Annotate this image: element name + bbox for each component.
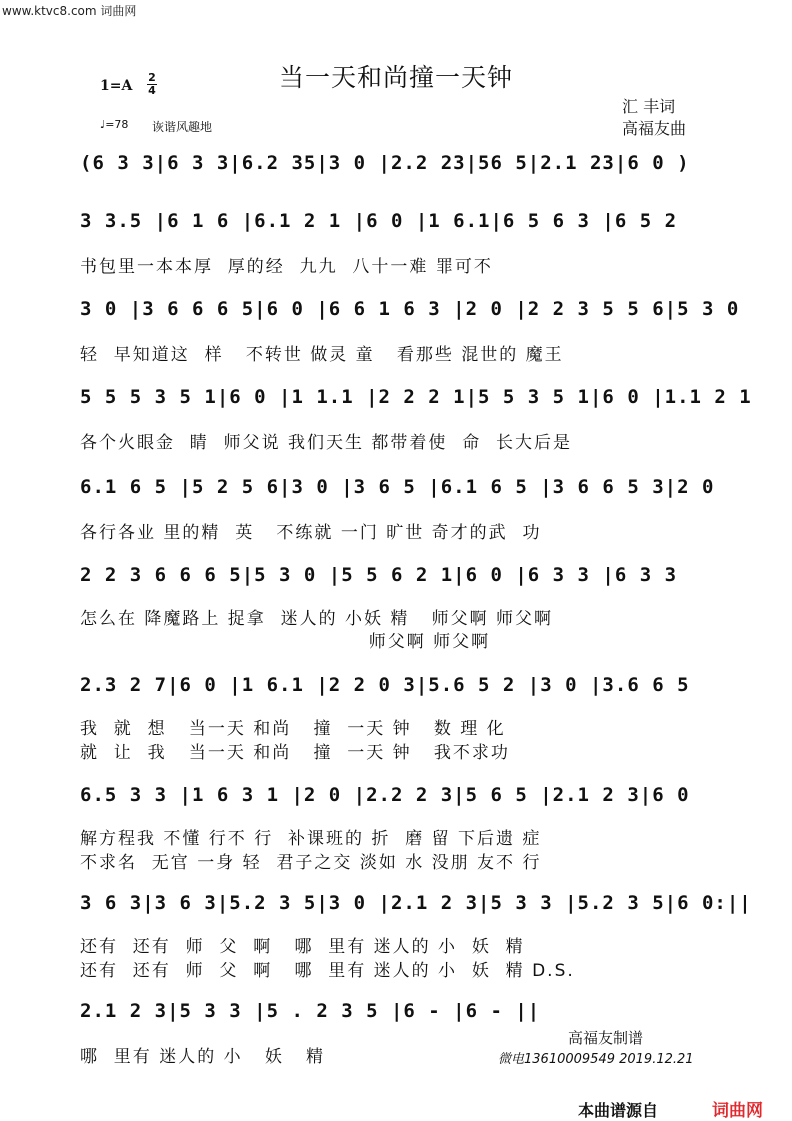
lyric-line: 师父啊 师父啊 xyxy=(80,632,491,652)
lyric-line: 还有 还有 师 父 啊 哪 里有 迷人的 小 妖 精 xyxy=(80,937,525,957)
tempo-mark: ♩=78 xyxy=(100,118,129,131)
notation-line: 3 0 |3 6 6 6 5|6 0 |6 6 1 6 3 |2 0 |2 2 3 5 5 6|5 3 0 xyxy=(80,298,740,320)
brand-logo[interactable]: 词曲网 xyxy=(712,1101,763,1121)
time-top: 2 xyxy=(148,71,156,84)
time-signature xyxy=(146,72,158,97)
score-row-10 xyxy=(80,1000,541,1040)
score-row-6 xyxy=(80,564,715,604)
key-signature: 1=A xyxy=(100,78,133,94)
notation-line: 5 5 5 3 5 1|6 0 |1 1.1 |2 2 2 1|5 5 3 5 1|6 0 |1.1 2 1 xyxy=(80,386,752,408)
notation-line: 2.3 2 7|6 0 |1 6.1 |2 2 0 3|5.6 5 2 |3 0 |3.6 6 5 xyxy=(80,674,690,696)
score-row-7 xyxy=(80,674,715,714)
contact-info: 微电13610009549 2019.12.21 xyxy=(498,1052,694,1067)
lyric-line: 怎么在 降魔路上 捉拿 迷人的 小妖 精 师父啊 师父啊 xyxy=(80,609,554,629)
song-title: 当一天和尚撞一天钟 xyxy=(278,63,513,92)
time-bottom: 4 xyxy=(148,84,156,97)
source-label: 本曲谱源自 xyxy=(578,1101,659,1120)
notation-line: 2.1 2 3|5 3 3 |5 . 2 3 5 |6 - |6 - || xyxy=(80,1000,541,1022)
score-maker: 高福友制谱 xyxy=(568,1029,644,1047)
notation-line: 3 6 3|3 6 3|5.2 3 5|3 0 |2.1 2 3|5 3 3 |5.2 3 5|6 0:|| xyxy=(80,892,752,914)
lyric-line: 还有 还有 师 父 啊 哪 里有 迷人的 小 妖 精 D.S. xyxy=(80,961,575,981)
score-row-5 xyxy=(80,476,715,516)
notation-line: 6.5 3 3 |1 6 3 1 |2 0 |2.2 2 3|5 6 5 |2.1 2 3|6 0 xyxy=(80,784,690,806)
lyric-line: 不求名 无官 一身 轻 君子之交 淡如 水 没朋 友不 行 xyxy=(80,853,542,873)
lyric-line: 各个火眼金 睛 师父说 我们天生 都带着使 命 长大后是 xyxy=(80,433,573,453)
lyric-line: 轻 早知道这 样 不转世 做灵 童 看那些 混世的 魔王 xyxy=(80,345,564,365)
expression-mark: 诙谐风趣地 xyxy=(152,120,213,134)
notation-line: 6.1 6 5 |5 2 5 6|3 0 |3 6 5 |6.1 6 5 |3 6 6 5 3|2 0 xyxy=(80,476,715,498)
lyric-line: 书包里一本本厚 厚的经 九九 八十一难 罪可不 xyxy=(80,257,493,277)
lyric-line: 哪 里有 迷人的 小 妖 精 xyxy=(80,1047,326,1067)
score-row-3 xyxy=(80,298,740,338)
score-row-1 xyxy=(80,152,715,192)
site-url[interactable]: www.ktvc8.com 词曲网 xyxy=(2,4,137,18)
score-row-9 xyxy=(80,892,752,932)
lyric-line: 解方程我 不懂 行不 行 补课班的 折 磨 留 下后遗 症 xyxy=(80,829,542,849)
composer-credit: 高福友曲 xyxy=(622,119,687,138)
lyric-line: 就 让 我 当一天 和尚 撞 一天 钟 我不求功 xyxy=(80,743,510,763)
lyric-line: 各行各业 里的精 英 不练就 一门 旷世 奇才的武 功 xyxy=(80,523,542,543)
score-row-4 xyxy=(80,386,752,426)
lyric-line: 我 就 想 当一天 和尚 撞 一天 钟 数 理 化 xyxy=(80,719,506,739)
score-row-2 xyxy=(80,210,715,250)
score-row-8 xyxy=(80,784,715,824)
lyricist-credit: 汇 丰词 xyxy=(622,97,676,116)
notation-line: (6 3 3|6 3 3|6.2 35|3 0 |2.2 23|56 5|2.1 23|6 0 ) xyxy=(80,152,690,174)
notation-line: 3 3.5 |6 1 6 |6.1 2 1 |6 0 |1 6.1|6 5 6 3 |6 5 2 xyxy=(80,210,678,232)
notation-line: 2 2 3 6 6 6 5|5 3 0 |5 5 6 2 1|6 0 |6 3 3 |6 3 3 xyxy=(80,564,678,586)
